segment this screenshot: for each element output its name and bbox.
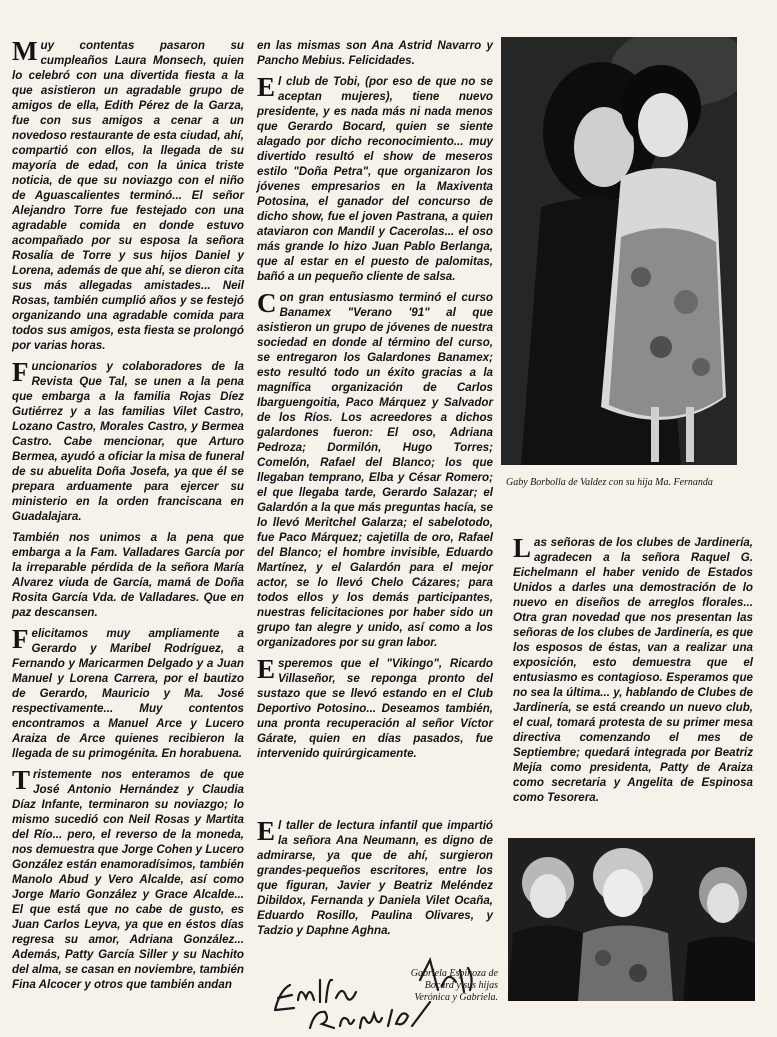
photo-illustration — [508, 838, 755, 1001]
photo-caption: Gabriela Espinoza de Bocard y sus hijas Verónica y Gabriela. — [410, 968, 498, 1003]
paragraph-text: También nos unimos a la pena que embarga a la Fam. Valladares García por la irreparable pérdida de la señora María Alvarez viuda de García, mamá de Doña Rosita García Vda. de Valladares. Que en paz descansen. — [12, 531, 244, 619]
paragraph-text: as señoras de los clubes de Jardinería, agradecen a la señora Raquel G. Eichelmann el haber venido de Estados Unidos a darles una demostración de lo nuevo en diseños de arreglos florales... Otra gran novedad que nos presentan las señoras de los clubes de Jardinería, es que los esposos de éstas, van a realizar una exposición, esto demuestra que el entusiasmo es contagioso. Esperamos que no sea la última... y, hablando de Clubes de Jardinería, se está creando un nuevo club, el cual, tomará protesta de su primer mesa directiva comenzando el mes de Septiembre; quedará integrada por Beatriz Mejía como presidenta, Patty de Araiza como secretaria y Angelita de Espinosa como Tesorera. — [513, 536, 753, 804]
column-right — [513, 535, 753, 811]
paragraph — [513, 535, 753, 805]
paragraph — [12, 767, 244, 992]
paragraph — [257, 818, 493, 938]
paragraph-text: ristemente nos enteramos de que José Antonio Hernández y Claudia Díaz Infante, terminaron su noviazgo; lo mismo sucedió con Neil Rosas y Martita del Río... pero, el reverso de la moneda, nos demuestra que Jorge Cohen y Lucero González están enamoradísimos, también Manolo Abud y Vero Alcalde, así como Jorge Mario González y Grace Alcalde... El que está que no cabe de gusto, es Juan Carlos Leyva, ya que en éstos días regresa su amor, Adriana González... Además, Patty García Siller y su Nachito del alma, se casan en noviembre, también Fina Alcocer y otros que también andan — [12, 768, 244, 991]
drop-cap: E — [257, 654, 276, 684]
paragraph-text: uncionarios y colaboradores de la Revista Que Tal, se unen a la pena que embarga a la familia Rojas Díez Gutiérrez y a las familias Vilet Castro, Lozano Castro, Morales Castro, y Bermea Castro. Cabe mencionar, que Arturo Bermea, ayudó a oficiar la misa de funeral de su abuelita Doña Josefa, ya que él se prepara arduamente para ejercer su ministerio en la orden franciscana en Guadalajara. — [12, 360, 244, 523]
paragraph — [12, 359, 244, 524]
drop-cap: E — [257, 72, 276, 102]
paragraph-text: speremos que el "Vikingo", Ricardo Villaseñor, se reponga pronto del sustazo que se llevó estando en el Club Deportivo Potosino... Deseamos también, una pronta recuperación al señor Víctor Gárate, quien en días pasados, fue intervenido quirúrgicamente. — [257, 657, 493, 760]
handwritten-signature — [270, 940, 480, 1030]
paragraph — [257, 74, 493, 284]
photo-illustration — [501, 37, 737, 465]
drop-cap: E — [257, 816, 276, 846]
photo-mother-daughter — [501, 37, 737, 465]
photo-caption: Gaby Borbolla de Valdez con su hija Ma. Fernanda — [506, 477, 713, 488]
paragraph-text: en las mismas son Ana Astrid Navarro y Pancho Mebius. Felicidades. — [257, 39, 493, 67]
paragraph — [257, 290, 493, 650]
paragraph-text: l taller de lectura infantil que impartió la señora Ana Neumann, es digno de admirarse, ya que de ahí, surgieron grandes-pequeños escritores, entre los que figuran, Javier y Beatriz Meléndez Dibildox, Fernanda y Daniela Vilet Ocaña, Eduardo Rosillo, Paulina Olivares, y Tadzio y Daphne Aghna. — [257, 819, 493, 937]
column-middle — [257, 38, 493, 767]
drop-cap: F — [12, 357, 29, 387]
drop-cap: C — [257, 288, 277, 318]
paragraph — [12, 626, 244, 761]
paragraph-text: uy contentas pasaron su cumpleaños Laura Monsech, quien lo celebró con una divertida fiesta a la que asistieron un agradable grupo de amigos de ella, Edith Pérez de la Garza, fue con sus amigos a cenar a un novedoso restaurante de esta ciudad, ahí, compartió con ellos, la llegada de su mayoría de edad, con la única triste noticia, de que su noviazgo con el niño de Aguascalientes terminó... El señor Alejandro Torre fue festejado con una agradable comida en donde estuvo acompañado por su esposa la señora Rosalía de Torre y sus hijos Daniel y Lorena, además de que ahí, se dieron cita sus más allegadas amistades... Neil Rosas, también cumplió años y se festejó organizando una agradable comida para todos sus amigos, esta fiesta se prolongó por varias horas. — [12, 39, 244, 352]
paragraph-text: on gran entusiasmo terminó el curso Banamex "Verano '91" al que asistieron un grupo de jóvenes de nuestra sociedad en donde al término del curso, se entregaron los Galardones Banamex; esto resultó todo un éxito gracias a la magnífica organización de Carlos Ibarguengoitia, Paco Márquez y Salvador de los Ríos. Los acreedores a dichos galardones fueron: El oso, Adriana Pedroza; Dormilón, Hugo Torres; Comelón, Rafael del Blanco; los que llegaban temprano, Elba y César Romero; el que llegaba tarde, Gerardo Salazar; el Galardón a la que más preguntas hacía, se lo llevó Meritchel Galarza; el sabelotodo, fue Paco Márquez; cajetilla de oro, Rafael del Blanco; el hombre invisible, Eduardo Martínez, y el Galardón para el mejor actor, se lo llevó Chelo Cázares; para todos ellos y los demás participantes, nuestras felicitaciones por haber sido un grupo tan alegre y unido, así como a los organizadores por su gran labor. — [257, 291, 493, 649]
drop-cap: L — [513, 533, 532, 563]
paragraph — [257, 656, 493, 761]
paragraph — [12, 38, 244, 353]
photo-mother-daughters — [508, 838, 755, 1001]
drop-cap: M — [12, 36, 38, 66]
paragraph-text: elicitamos muy ampliamente a Gerardo y Maribel Rodríguez, a Fernando y Maricarmen Delgado y a Juan Manuel y Lorena Carrera, por el bautizo de Gerardo, Mauricio y Ma. José respectivamente... Muy contentos encontramos a Manuel Arce y Lucero Araiza de Arce quienes recibieron la llegada de su primogénita. En horabuena. — [12, 627, 244, 760]
column-left — [12, 38, 244, 998]
paragraph-text: l club de Tobi, (por eso de que no se aceptan mujeres), tiene nuevo presidente, y es nada más ni nada menos que Gerardo Bocard, quien se siente alagado por dicho reconocimiento... muy divertido resultó el show de meseros estilo "Doña Petra", que organizaron los jóvenes empresarios en la Maxiventa Potosina, el ganador del concurso de dicho show, fue el joven Pastrana, a quien ataviaron con Mandil y Cacerolas... el oso más grande lo hizo Juan Pablo Berlanga, que al estar en el puesto de palomitas, bañó a un pequeño cliente de salsa. — [257, 75, 493, 283]
column-middle-lower — [257, 818, 493, 944]
drop-cap: F — [12, 624, 29, 654]
drop-cap: T — [12, 765, 31, 795]
